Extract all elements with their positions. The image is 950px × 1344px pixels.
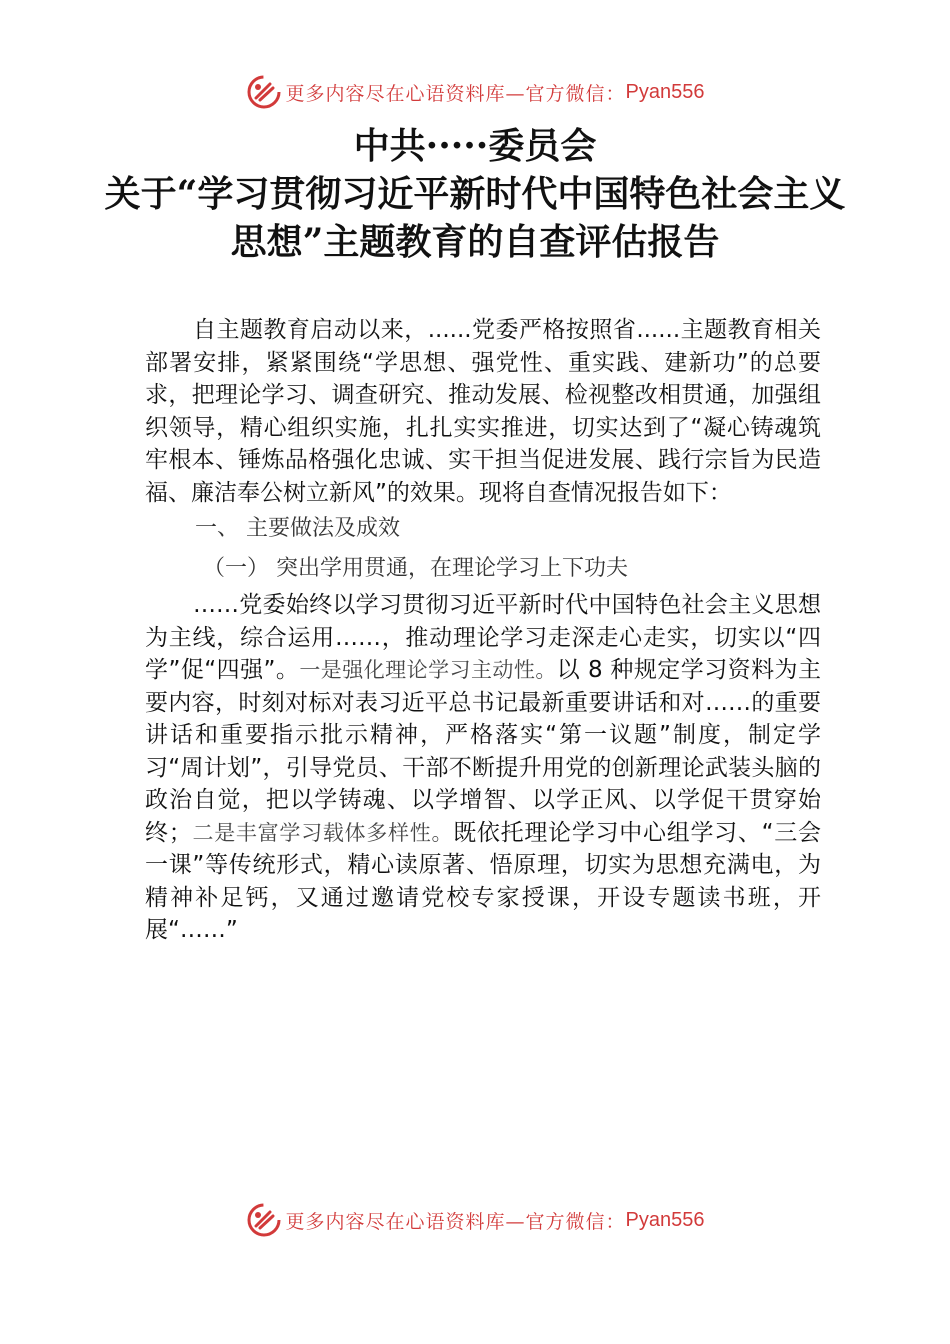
paragraph-1-point-2: 二是丰富学习载体多样性。 — [191, 820, 454, 845]
watermark-banner-top — [0, 72, 950, 112]
paragraph-1 — [145, 589, 821, 947]
watermark-text: 更多内容尽在心语资料库—官方微信： — [285, 1210, 626, 1233]
document-title — [0, 122, 950, 266]
watermark-logo-icon — [246, 1202, 282, 1238]
subsection-heading-1: （一） 突出学用贯通，在理论学习上下功夫 — [203, 556, 628, 581]
watermark-wechat-id: Pyan556 — [625, 80, 705, 103]
watermark-logo-icon — [246, 74, 282, 110]
document-body — [145, 314, 821, 947]
paragraph-1-run-1: ……党委始终以学习贯彻习近平新时代中国特色社会主义思想为主线，综合运用……，推动理论学习走深走心走实，切实以“四学”促“四强”。 — [145, 592, 821, 683]
section-heading-1: 一、 主要做法及成效 — [195, 516, 400, 541]
watermark-text: 更多内容尽在心语资料库—官方微信： — [285, 82, 626, 105]
intro-paragraph: 自主题教育启动以来，......党委严格按照省......主题教育相关部署安排，紧紧围绕“学思想、强党性、重实践、建新功”的总要求，把理论学习、调查研究、推动发展、检视整改相贯通，加强组织领导，精心组织实施，扎扎实实推进，切实达到了“凝心铸魂筑牢根本、锤炼品格强化忠诚、实干担当促进发展、践行宗旨为民造福、廉洁奉公树立新风”的效果。现将自查情况报告如下： — [145, 317, 821, 506]
watermark-banner-bottom — [0, 1200, 950, 1240]
title-line-1: 中共·····委员会 — [353, 125, 597, 167]
paragraph-1-point-1: 一是强化理论学习主动性。 — [299, 658, 557, 682]
watermark-wechat-id: Pyan556 — [625, 1208, 705, 1231]
title-line-3: 思想”主题教育的自查评估报告 — [230, 221, 720, 263]
paragraph-1-run-5: 既依托理论学习中心组学习、“三会一课”等传统形式，精心读原著、悟原理，切实为思想充满电，为精神补足钙，又通过邀请党校专家授课，开设专题读书班，开展“……” — [145, 819, 822, 943]
paragraph-1-run-3: 以 8 种规定学习资料为主要内容，时刻对标对表习近平总书记最新重要讲话和对……的重要讲话和重要指示批示精神，严格落实“第一议题”制度，制定学习“周计划”，引导党员、干部不断提升用党的创新理论武装头脑的政治自觉，把以学铸魂、以学增智、以学正风、以学促干贯穿始终； — [145, 657, 821, 846]
title-line-2: 关于“学习贯彻习近平新时代中国特色社会主义 — [104, 173, 846, 215]
